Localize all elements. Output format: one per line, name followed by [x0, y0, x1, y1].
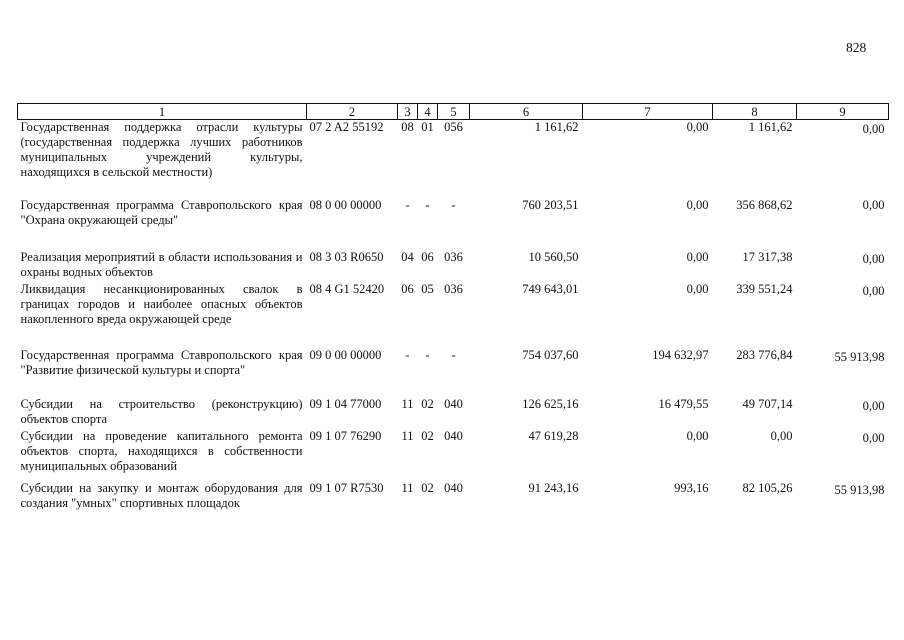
header-col-7: 7	[583, 104, 713, 120]
row-col-7: 194 632,97	[652, 347, 709, 362]
header-col-4: 4	[418, 104, 438, 120]
row-col-5: 056	[444, 120, 463, 134]
row-name: Государственная поддержка отрасли культуры (государственная поддержка лучших работников муниципальных учреждений культуры, находящихся в сельской местности)	[20, 120, 303, 179]
header-col-9: 9	[797, 104, 889, 120]
header-col-6: 6	[470, 104, 583, 120]
row-name: Ликвидация несанкционированных свалок в границах городов и наиболее опасных объектов накопленного вреда окружающей среде	[20, 281, 303, 326]
row-col-3: 06	[401, 281, 414, 296]
row-col-4: 02	[421, 396, 434, 411]
row-name: Государственная программа Ставропольского края "Охрана окружающей среды"	[20, 197, 303, 227]
row-col-8: 283 776,84	[736, 347, 793, 362]
row-col-3: 11	[401, 480, 414, 495]
row-col-3: 08	[401, 120, 414, 134]
table-row	[18, 198, 889, 250]
row-col-7: 993,16	[674, 480, 709, 495]
row-col-4: 02	[421, 480, 434, 495]
table-row	[18, 397, 889, 429]
row-code: 07 2 A2 55192	[309, 120, 384, 134]
row-col-8: 82 105,26	[742, 480, 793, 495]
header-col-1: 1	[18, 104, 307, 120]
table-row	[18, 120, 889, 198]
row-col-9: 0,00	[862, 122, 885, 136]
row-col-4: 02	[421, 428, 434, 443]
row-name: Субсидии на проведение капитального ремонта объектов спорта, находящихся в собственности муниципальных образований	[20, 428, 303, 473]
row-col-9: 0,00	[862, 283, 885, 298]
row-col-7: 0,00	[686, 249, 709, 264]
row-col-9: 0,00	[862, 251, 885, 266]
page-number: 828	[846, 40, 867, 55]
row-col-8: 17 317,38	[742, 249, 793, 264]
row-col-4: 01	[421, 120, 434, 134]
row-code: 09 0 00 00000	[309, 347, 382, 362]
budget-table	[17, 103, 889, 515]
row-col-3: -	[405, 197, 410, 212]
row-col-7: 16 479,55	[658, 396, 709, 411]
row-col-5: 040	[444, 396, 463, 411]
row-col-3: 11	[401, 428, 414, 443]
row-col-5: 036	[444, 281, 463, 296]
row-name: Субсидии на закупку и монтаж оборудования для создания "умных" спортивных площадок	[20, 480, 303, 510]
row-col-8: 49 707,14	[742, 396, 793, 411]
row-code: 09 1 07 76290	[309, 428, 382, 443]
row-col-3: 04	[401, 249, 414, 264]
row-code: 09 1 07 R7530	[309, 480, 384, 495]
table-row	[18, 429, 889, 481]
row-col-9: 0,00	[862, 197, 885, 212]
header-col-3: 3	[398, 104, 418, 120]
row-col-5: 036	[444, 249, 463, 264]
row-col-6: 126 625,16	[522, 396, 579, 411]
row-col-9: 55 913,98	[834, 349, 885, 364]
row-col-4: 05	[421, 281, 434, 296]
header-row	[18, 104, 889, 120]
table-row	[18, 250, 889, 282]
row-col-8: 356 868,62	[736, 197, 793, 212]
row-col-6: 47 619,28	[528, 428, 579, 443]
header-col-2: 2	[307, 104, 398, 120]
row-col-6: 91 243,16	[528, 480, 579, 495]
row-col-7: 0,00	[686, 197, 709, 212]
row-col-8: 1 161,62	[748, 120, 793, 134]
row-col-5: 040	[444, 480, 463, 495]
row-col-3: -	[405, 347, 410, 362]
table-row	[18, 348, 889, 397]
row-col-6: 754 037,60	[522, 347, 579, 362]
row-col-8: 0,00	[770, 428, 793, 443]
row-col-5: -	[451, 197, 456, 212]
row-col-3: 11	[401, 396, 414, 411]
row-col-7: 0,00	[686, 120, 709, 134]
row-code: 08 0 00 00000	[309, 197, 382, 212]
row-col-4: 06	[421, 249, 434, 264]
row-col-4: -	[425, 347, 430, 362]
row-name: Реализация мероприятий в области использования и охраны водных объектов	[20, 249, 303, 279]
row-col-9: 0,00	[862, 398, 885, 413]
header-col-5: 5	[438, 104, 470, 120]
row-col-6: 749 643,01	[522, 281, 579, 296]
row-col-6: 10 560,50	[528, 249, 579, 264]
row-col-5: 040	[444, 428, 463, 443]
row-col-4: -	[425, 197, 430, 212]
row-col-5: -	[451, 347, 456, 362]
row-col-7: 0,00	[686, 281, 709, 296]
row-col-6: 1 161,62	[534, 120, 579, 134]
row-col-9: 0,00	[862, 430, 885, 445]
row-col-6: 760 203,51	[522, 197, 579, 212]
row-name: Государственная программа Ставропольского края "Развитие физической культуры и спорта"	[20, 347, 303, 377]
row-code: 08 4 G1 52420	[309, 281, 385, 296]
row-col-9: 55 913,98	[834, 482, 885, 497]
header-col-8: 8	[713, 104, 797, 120]
row-col-8: 339 551,24	[736, 281, 793, 296]
row-col-7: 0,00	[686, 428, 709, 443]
row-name: Субсидии на строительство (реконструкцию) объектов спорта	[20, 396, 303, 426]
table-row	[18, 282, 889, 348]
table-row	[18, 481, 889, 515]
row-code: 08 3 03 R0650	[309, 249, 384, 264]
row-code: 09 1 04 77000	[309, 396, 382, 411]
